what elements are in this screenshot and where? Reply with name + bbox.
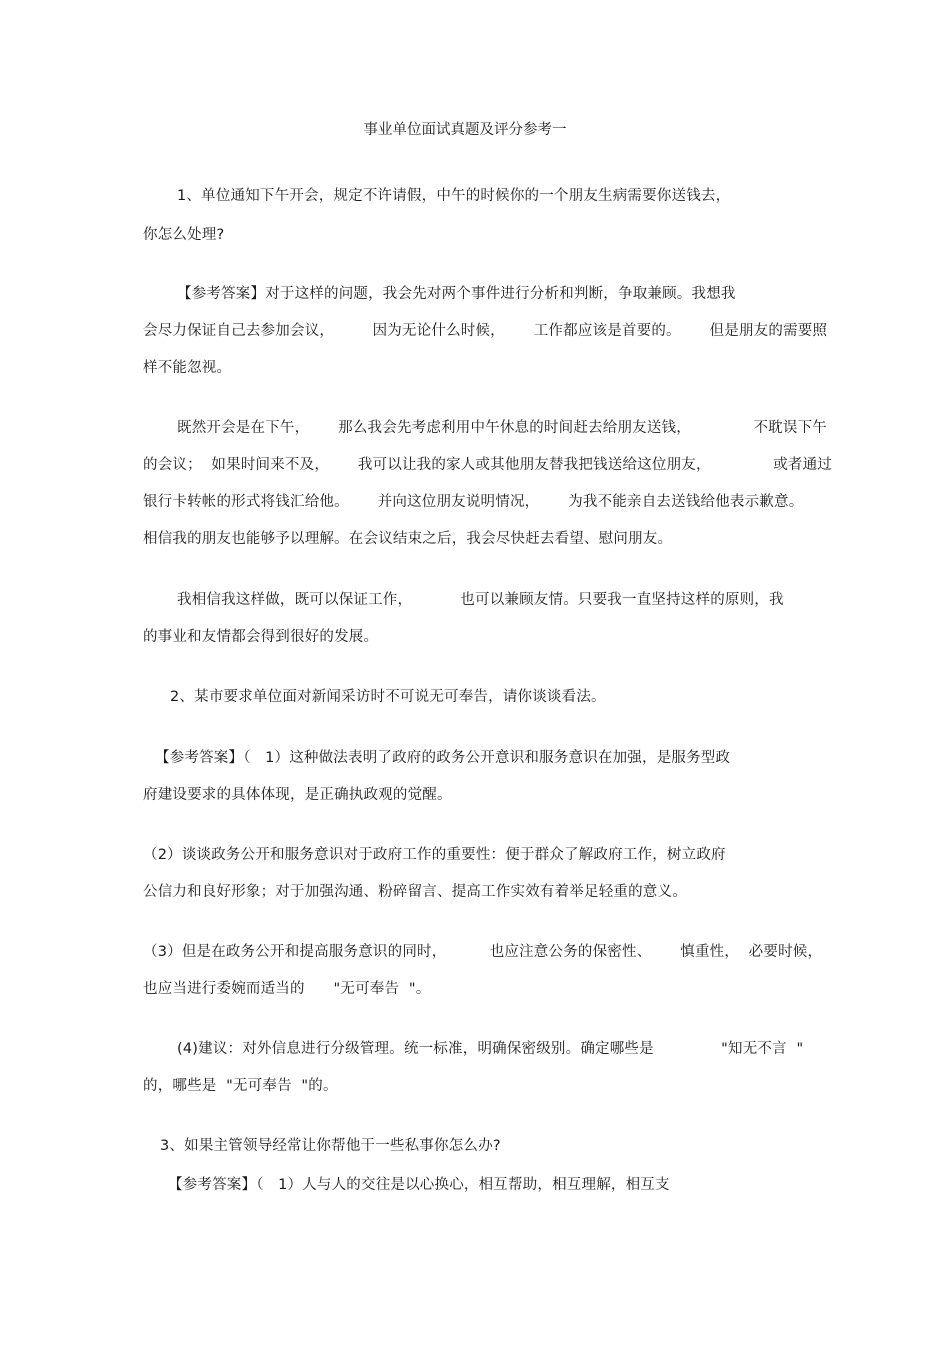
- question-1-line-1: 1、单位通知下午开会，规定不许请假，中午的时候你的一个朋友生病需要你送钱去，: [177, 188, 731, 204]
- answer-1-para-3-line-1: 我相信我这样做，既可以保证工作， 也可以兼顾友情。只要我一直坚持这样的原则，我: [177, 592, 784, 608]
- document-title: 事业单位面试真题及评分参考一: [363, 122, 567, 138]
- answer-1-para-2-line-4: 相信我的朋友也能够予以理解。在会议结束之后，我会尽快赶去看望、慰问朋友。: [143, 531, 673, 547]
- question-3: 3、如果主管领导经常让你帮他干一些私事你怎么办?: [160, 1138, 501, 1154]
- question-2: 2、某市要求单位面对新闻采访时不可说无可奉告，请你谈谈看法。: [170, 689, 606, 705]
- answer-2-para-4-line-1: (4)建议：对外信息进行分级管理。统一标准，明确保密级别。确定哪些是 "知无不言 ": [177, 1041, 804, 1057]
- answer-2-para-1-line-1: 【参考答案】（ 1）这种做法表明了政府的政务公开意识和服务意识在加强，是服务型政: [155, 750, 731, 766]
- answer-1-para-1-line-3: 样不能忽视。: [143, 360, 232, 376]
- answer-1-para-2-line-2: 的会议； 如果时间来不及， 我可以让我的家人或其他朋友替我把钱送给这位朋友， 或者通过: [143, 457, 832, 473]
- question-1-line-2: 你怎么处理?: [143, 227, 225, 243]
- answer-1-para-2-line-3: 银行卡转帐的形式将钱汇给他。 并向这位朋友说明情况， 为我不能亲自去送钱给他表示歉意。: [143, 494, 804, 510]
- answer-2-para-2-line-2: 公信力和良好形象；对于加强沟通、粉碎留言、提高工作实效有着举足轻重的意义。: [143, 884, 687, 900]
- answer-2-para-1-line-2: 府建设要求的具体体现，是正确执政观的觉醒。: [143, 787, 452, 803]
- answer-1-para-1-line-1: 【参考答案】对于这样的问题，我会先对两个事件进行分析和判断，争取兼顾。我想我: [177, 286, 736, 302]
- answer-1-para-1-line-2: 会尽力保证自己去参加会议， 因为无论什么时候， 工作都应该是首要的。 但是朋友的需要照: [143, 323, 828, 339]
- answer-2-para-2-line-1: （2）谈谈政务公开和服务意识对于政府工作的重要性：便于群众了解政府工作，树立政府: [143, 847, 726, 863]
- answer-2-para-3-line-1: （3）但是在政务公开和提高服务意识的同时， 也应注意公务的保密性、 慎重性， 必要时候，: [143, 944, 823, 960]
- answer-2-para-4-line-2: 的，哪些是 "无可奉告 "的。: [143, 1078, 338, 1094]
- answer-2-para-3-line-2: 也应当进行委婉而适当的 "无可奉告 "。: [143, 981, 431, 997]
- answer-3-para-1-line-1: 【参考答案】（ 1）人与人的交往是以心换心，相互帮助，相互理解，相互支: [168, 1177, 670, 1193]
- answer-1-para-3-line-2: 的事业和友情都会得到很好的发展。: [143, 629, 379, 645]
- answer-1-para-2-line-1: 既然开会是在下午， 那么我会先考虑利用中午休息的时间赶去给朋友送钱， 不耽误下午: [177, 420, 827, 436]
